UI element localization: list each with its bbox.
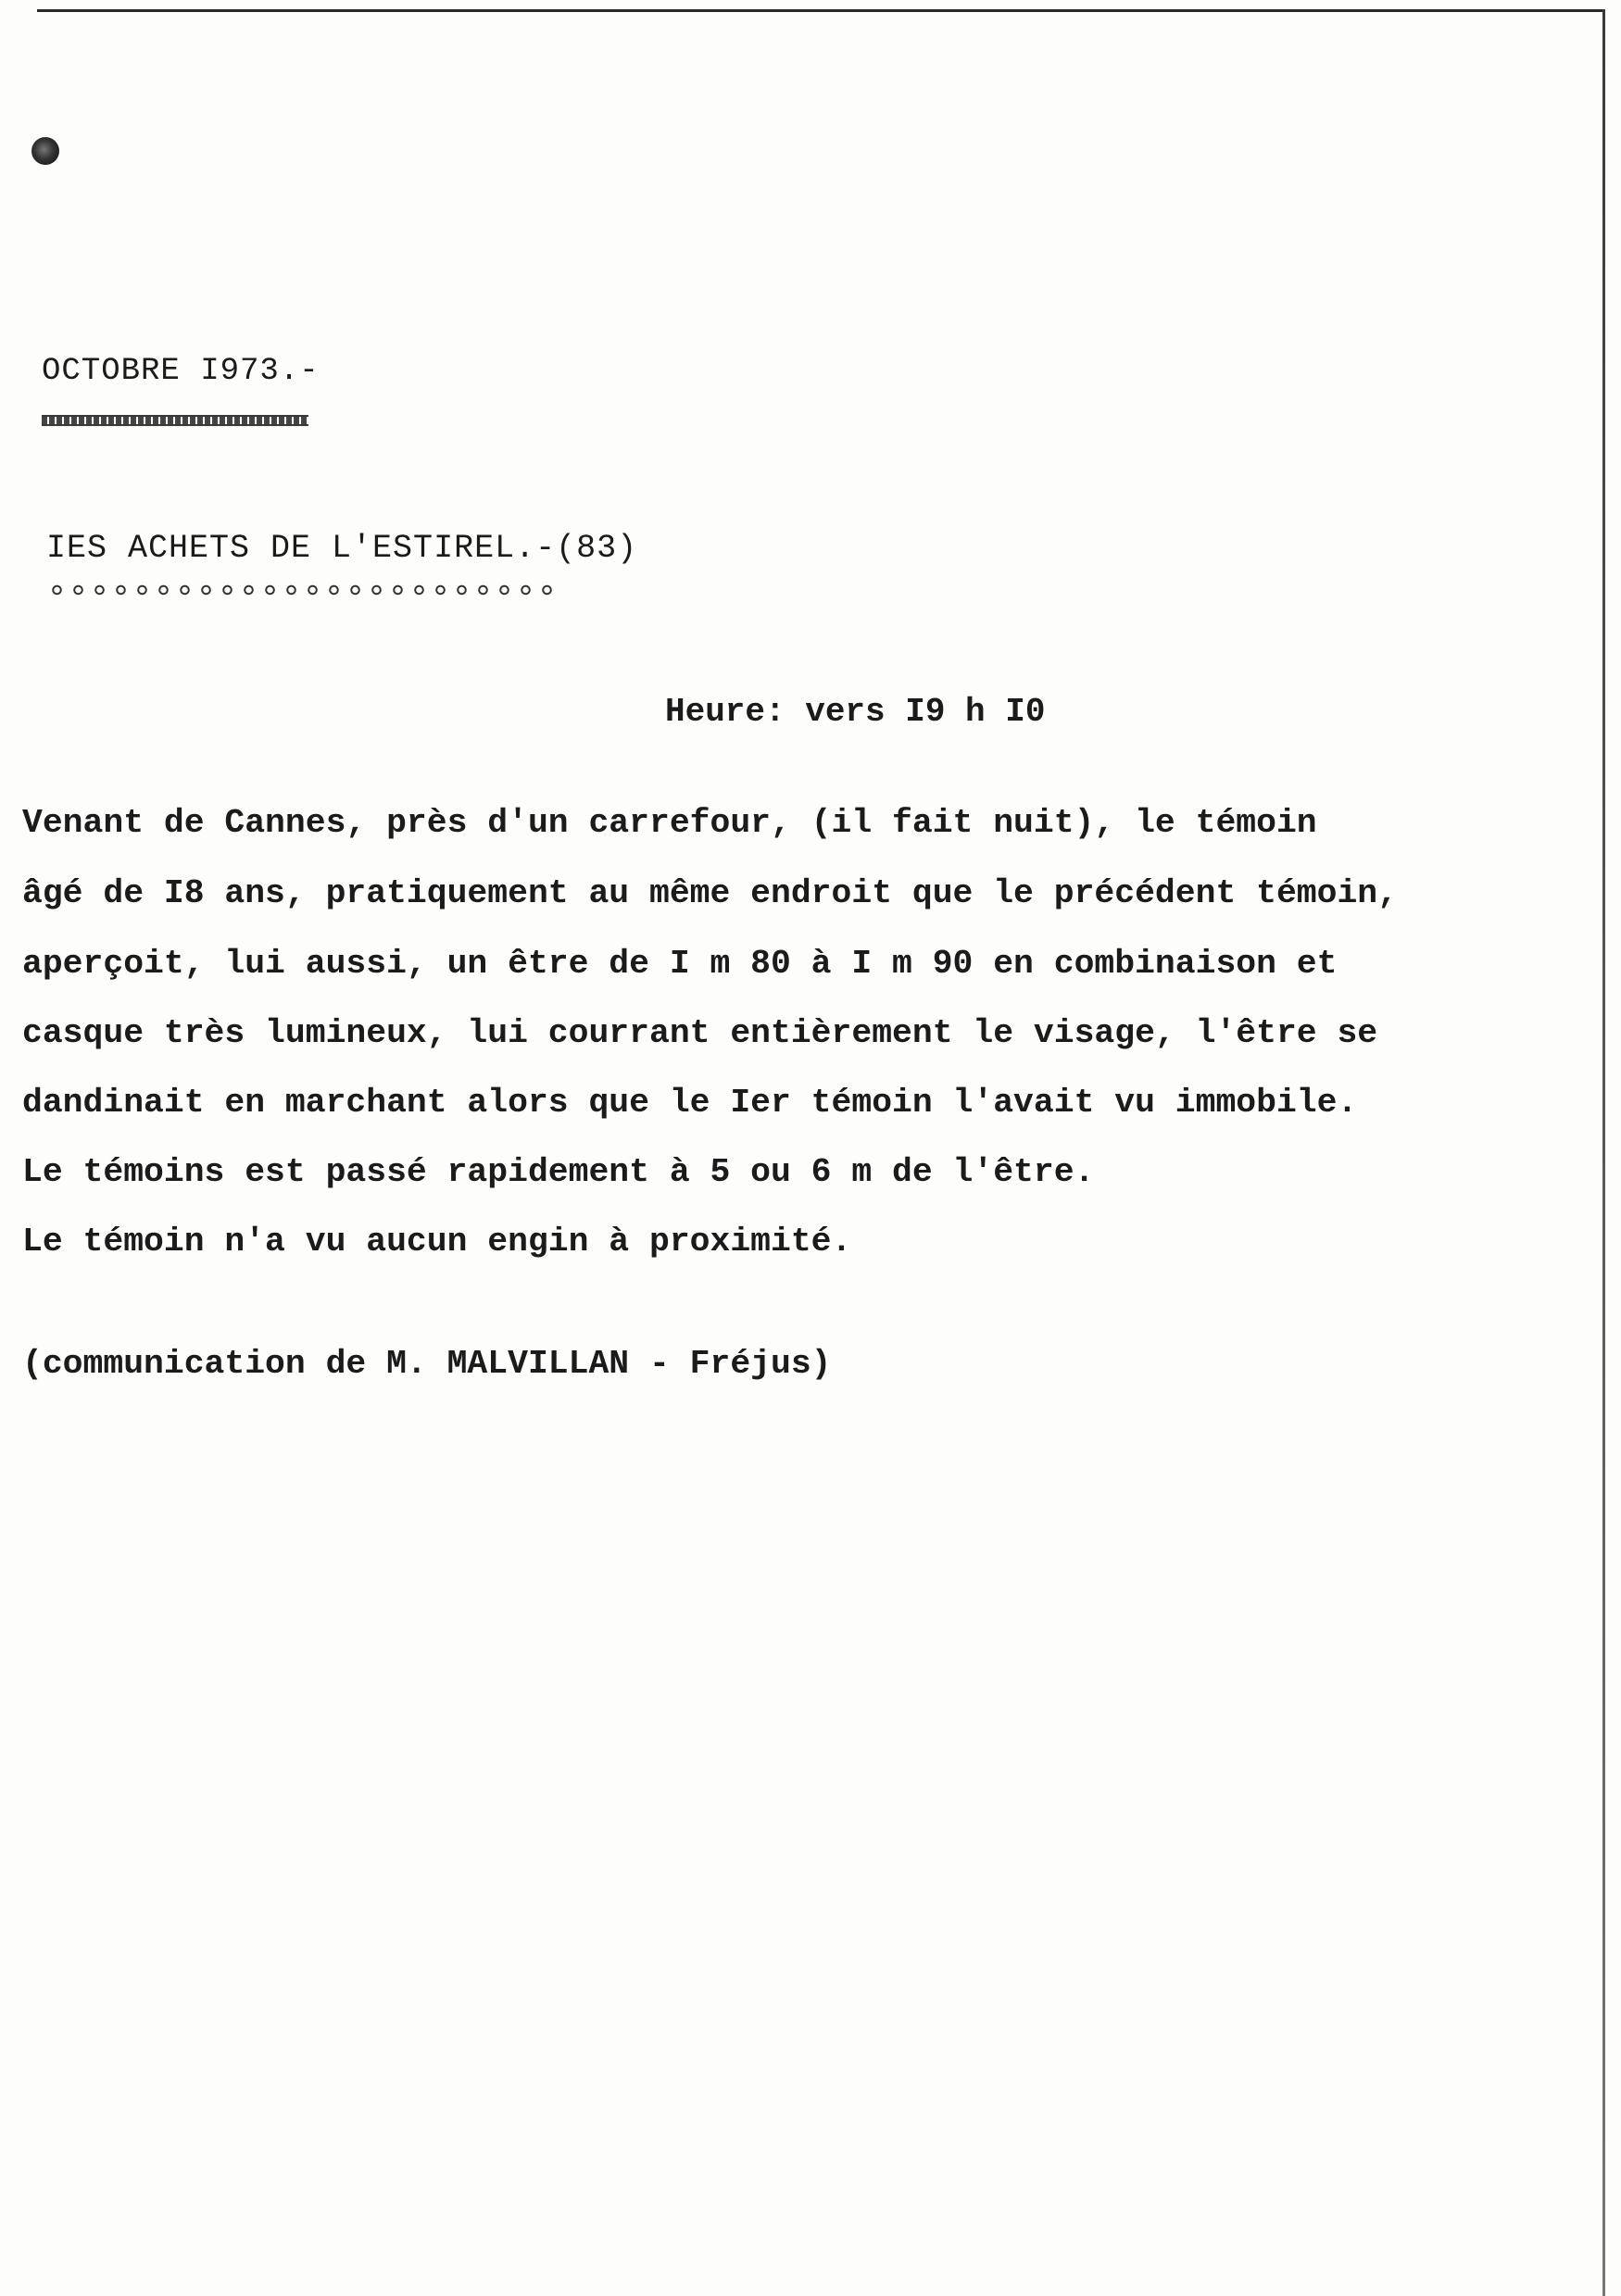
paragraph-line: Le témoin n'a vu aucun engin à proximité. bbox=[22, 1223, 852, 1261]
report-time: Heure: vers I9 h I0 bbox=[665, 693, 1046, 731]
date-underline bbox=[42, 415, 308, 426]
page-right-edge bbox=[1602, 9, 1605, 2296]
paragraph-line: aperçoit, lui aussi, un être de I m 80 à I m 90 en combinaison et bbox=[22, 945, 1338, 983]
source-credit: (communication de M. MALVILLAN - Fréjus) bbox=[22, 1345, 832, 1383]
paragraph-line: âgé de I8 ans, pratiquement au même endroit que le précédent témoin, bbox=[22, 874, 1398, 912]
paragraph-line: dandinait en marchant alors que le Ier témoin l'avait vu immobile. bbox=[22, 1084, 1358, 1122]
location-underline bbox=[46, 583, 554, 596]
page-top-edge bbox=[37, 9, 1602, 12]
report-date: OCTOBRE I973.- bbox=[42, 354, 320, 389]
punch-hole bbox=[31, 137, 59, 165]
report-location: IES ACHETS DE L'ESTIREL.-(83) bbox=[46, 530, 638, 567]
paragraph-line: casque très lumineux, lui courrant entièrement le visage, l'être se bbox=[22, 1014, 1378, 1052]
paragraph-line: Le témoins est passé rapidement à 5 ou 6 m de l'être. bbox=[22, 1153, 1095, 1191]
paragraph-line: Venant de Cannes, près d'un carrefour, (il fait nuit), le témoin bbox=[22, 804, 1317, 842]
